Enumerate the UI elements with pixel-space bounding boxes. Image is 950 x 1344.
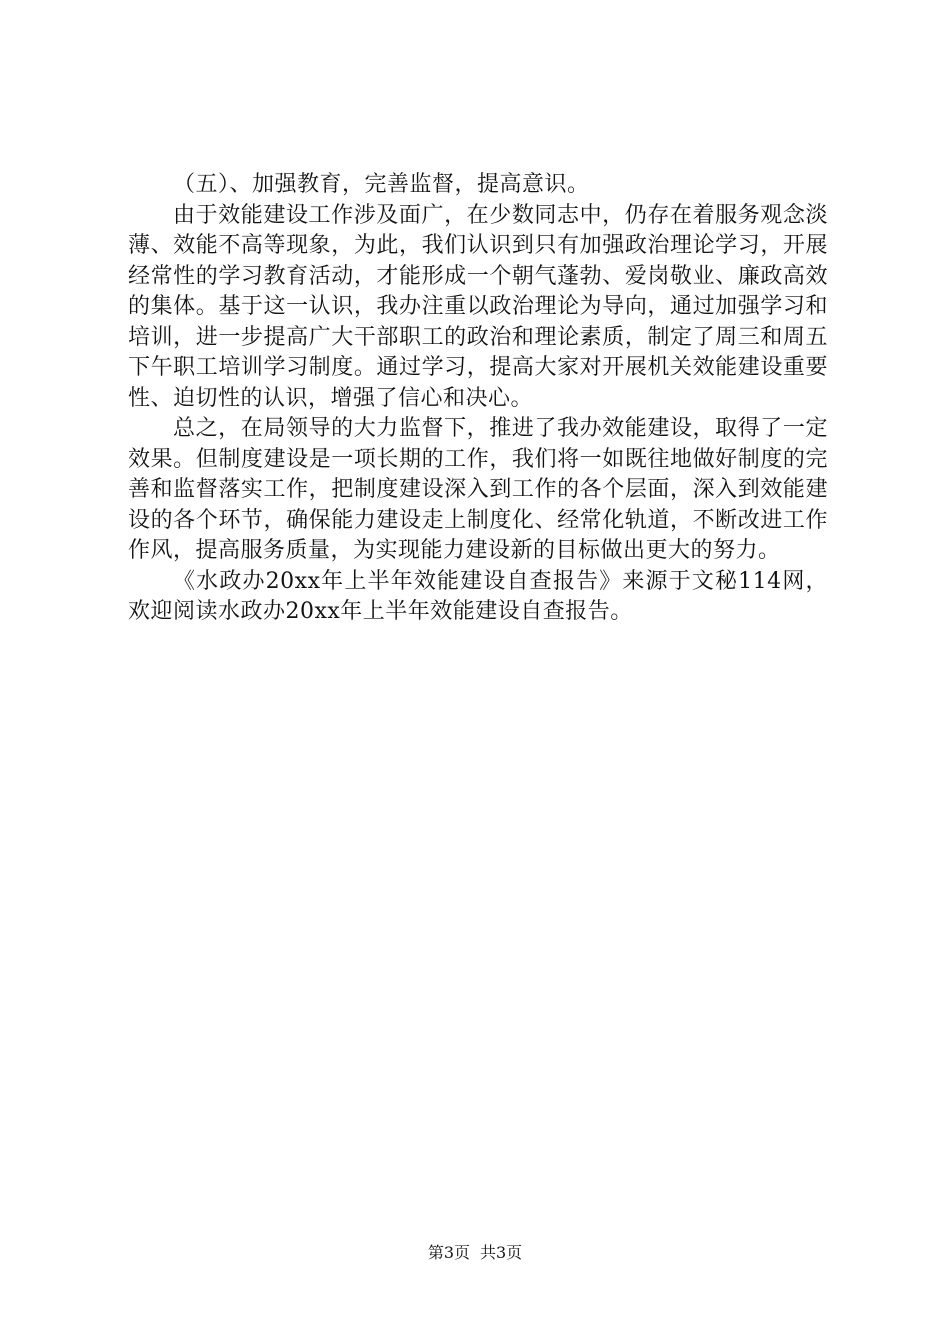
page-footer: [0, 1243, 950, 1263]
paragraph-education: 由于效能建设工作涉及面广，在少数同志中，仍存在着服务观念淡薄、效能不高等现象，为此，我们认识到只有加强政治理论学习，开展经常性的学习教育活动，才能形成一个朝气蓬勃、爱岗敬业、廉政高效的集体。基于这一认识，我办注重以政治理论为导向，通过加强学习和培训，进一步提高广大干部职工的政治和理论素质，制定了周三和周五下午职工培训学习制度。通过学习，提高大家对开展机关效能建设重要性、迫切性的认识，增强了信心和决心。: [128, 202, 828, 411]
paragraph-summary: 总之，在局领导的大力监督下，推进了我办效能建设，取得了一定效果。但制度建设是一项长期的工作，我们将一如既往地做好制度的完善和监督落实工作，把制度建设深入到工作的各个层面，深入到效能建设的各个环节，确保能力建设走上制度化、经常化轨道，不断改进工作作风，提高服务质量，为实现能力建设新的目标做出更大的努力。: [128, 416, 828, 563]
document-body: [128, 170, 828, 628]
paragraph-section-heading: （五）、加强教育，完善监督，提高意识。: [173, 172, 590, 197]
paragraph-source-note: 《水政办20xx年上半年效能建设自查报告》来源于文秘114网，欢迎阅读水政办20xx年上半年效能建设自查报告。: [128, 568, 828, 624]
page-number-current: 第3页: [427, 1243, 470, 1262]
page-number-total: 共3页: [480, 1243, 523, 1262]
